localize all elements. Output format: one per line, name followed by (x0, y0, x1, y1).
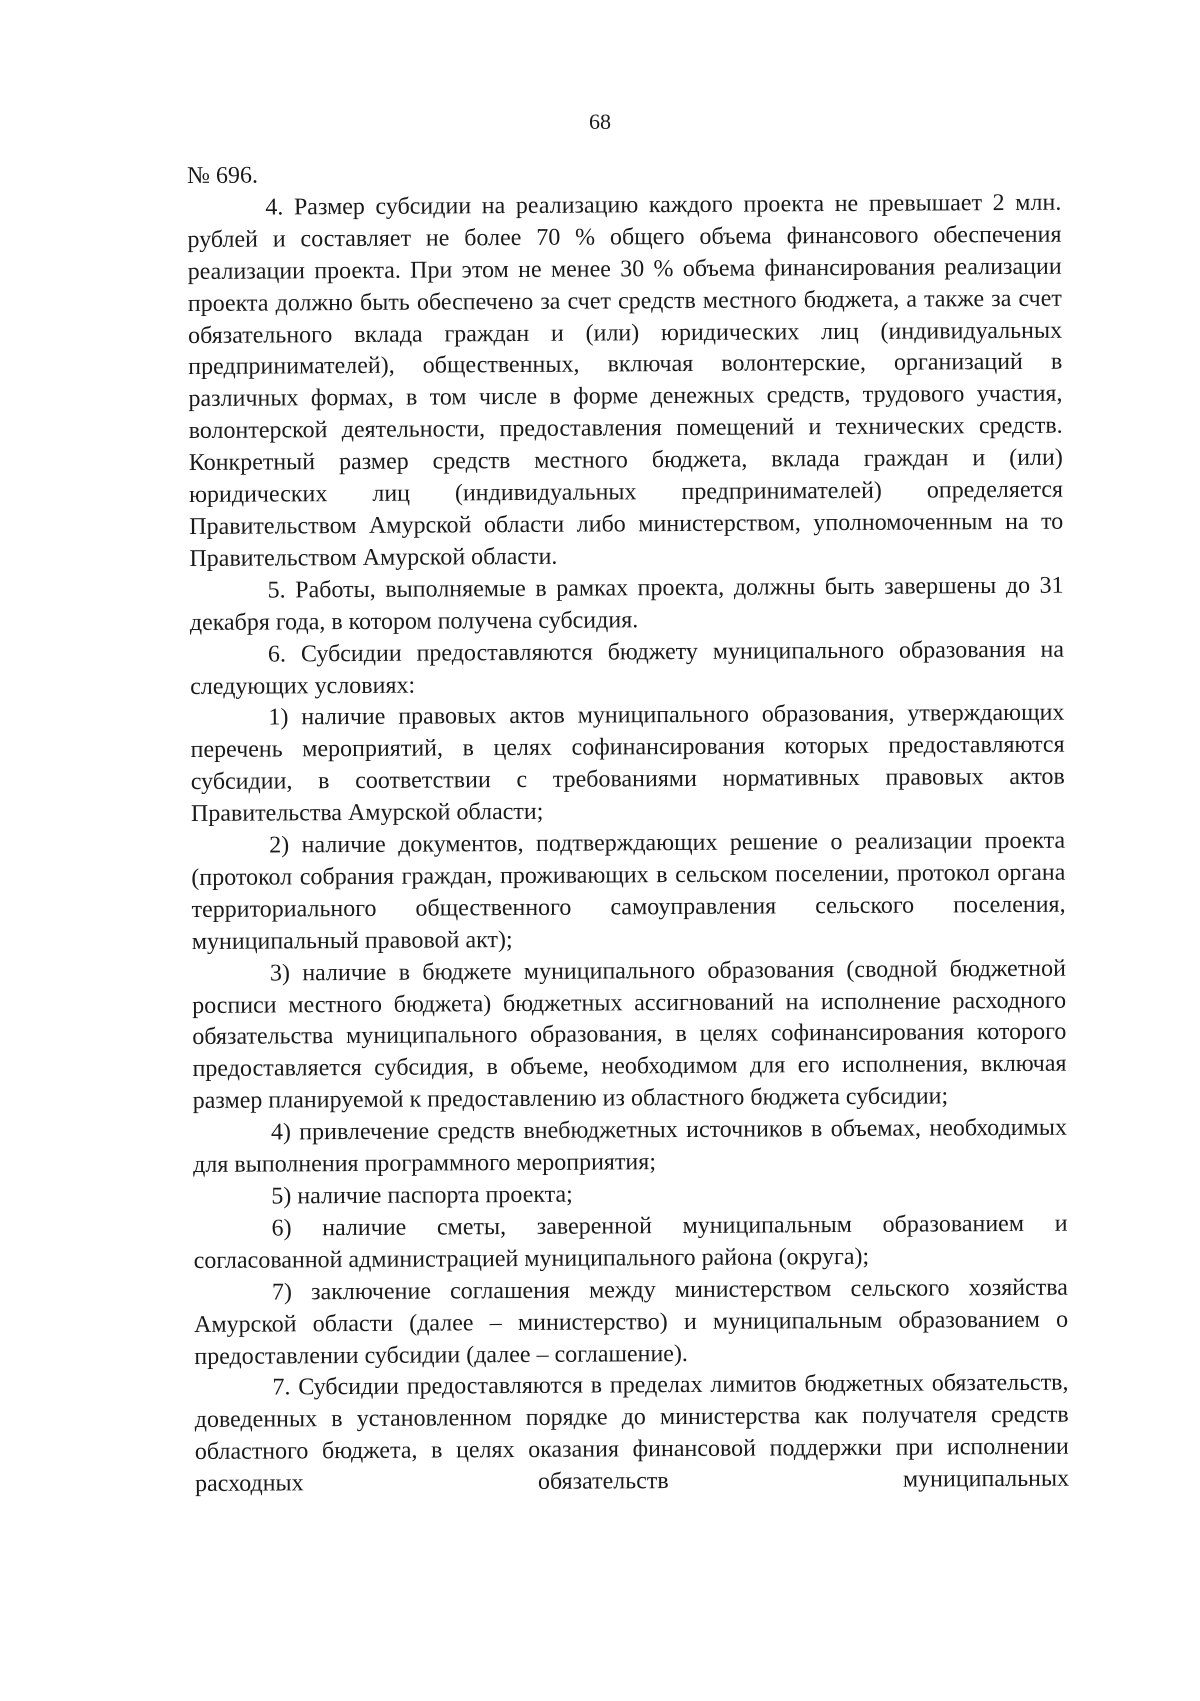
reference-number: № 696. (187, 162, 259, 189)
condition-3: 3) наличие в бюджете муниципального образования (сводной бюджетной росписи местного бюджета) бюджетных ассигнований на исполнение расходного обязательства муниципального образования, в целях софинансирования которого предоставляется субсидия, в объеме, необходимом для его исполнения, включая размер планируемой к предоставлению из областного бюджета субсидии; (192, 955, 1067, 1115)
paragraph-item-5: 5. Работы, выполняемые в рамках проекта, должны быть завершены до 31 декабря года, в котором получена субсидия. (189, 572, 1064, 636)
condition-1: 1) наличие правовых актов муниципального образования, утверждающих перечень мероприятий, в целях софинансирования которых предоставляются субсидии, в соответствии с требованиями нормативных правовых актов Правительства Амурской области; (190, 700, 1065, 828)
condition-6: 6) наличие сметы, заверенной муниципальным образованием и согласованной администрацией муниципального района (округа); (193, 1210, 1068, 1274)
condition-2: 2) наличие документов, подтверждающих решение о реализации проекта (протокол собрания граждан, проживающих в сельском поселении, протокол органа территориального общественного самоуправления сельского поселения, муниципальный правовой акт); (191, 827, 1066, 955)
condition-5: 5) наличие паспорта проекта; (271, 1181, 573, 1210)
condition-7: 7) заключение соглашения между министерством сельского хозяйства Амурской области (далее – министерство) и муниципальным образованием о предоставлении субсидии (далее – соглашение). (194, 1274, 1069, 1370)
paragraph-item-7: 7. Субсидии предоставляются в пределах лимитов бюджетных обязательств, доведенных в установленном порядке до министерства как получателя средств областного бюджета, в целях оказания финансовой поддержки при исполнении расходных обязательств муниципальных (194, 1370, 1070, 1498)
page-number: 68 (589, 109, 611, 134)
paragraph-item-4: 4. Размер субсидии на реализацию каждого проекта не превышает 2 млн. рублей и составляет не более 70 % общего объема финансового обеспечения реализации проекта. При этом не менее 30 % объема финансирования реализации проекта должно быть обеспечено за счет средств местного бюджета, а также за счет обязательного вклада граждан и (или) юридических лиц (индивидуальных предпринимателей), общественных, включая волонтерские, организаций в различных формах, в том числе в форме денежных средств, трудового участия, волонтерской деятельности, предоставления помещений и технических средств. Конкретный размер средств местного бюджета, вклада граждан и (или) юридических лиц (индивидуальных предпринимателей) определяется Правительством Амурской области либо министерством, уполномоченным на то Правительством Амурской области. (187, 189, 1064, 572)
document-body (187, 156, 1069, 1501)
paragraph-item-6: 6. Субсидии предоставляются бюджету муниципального образования на следующих условиях: (190, 636, 1065, 700)
condition-4: 4) привлечение средств внебюджетных источников в объемах, необходимых для выполнения программного мероприятия; (193, 1114, 1068, 1179)
